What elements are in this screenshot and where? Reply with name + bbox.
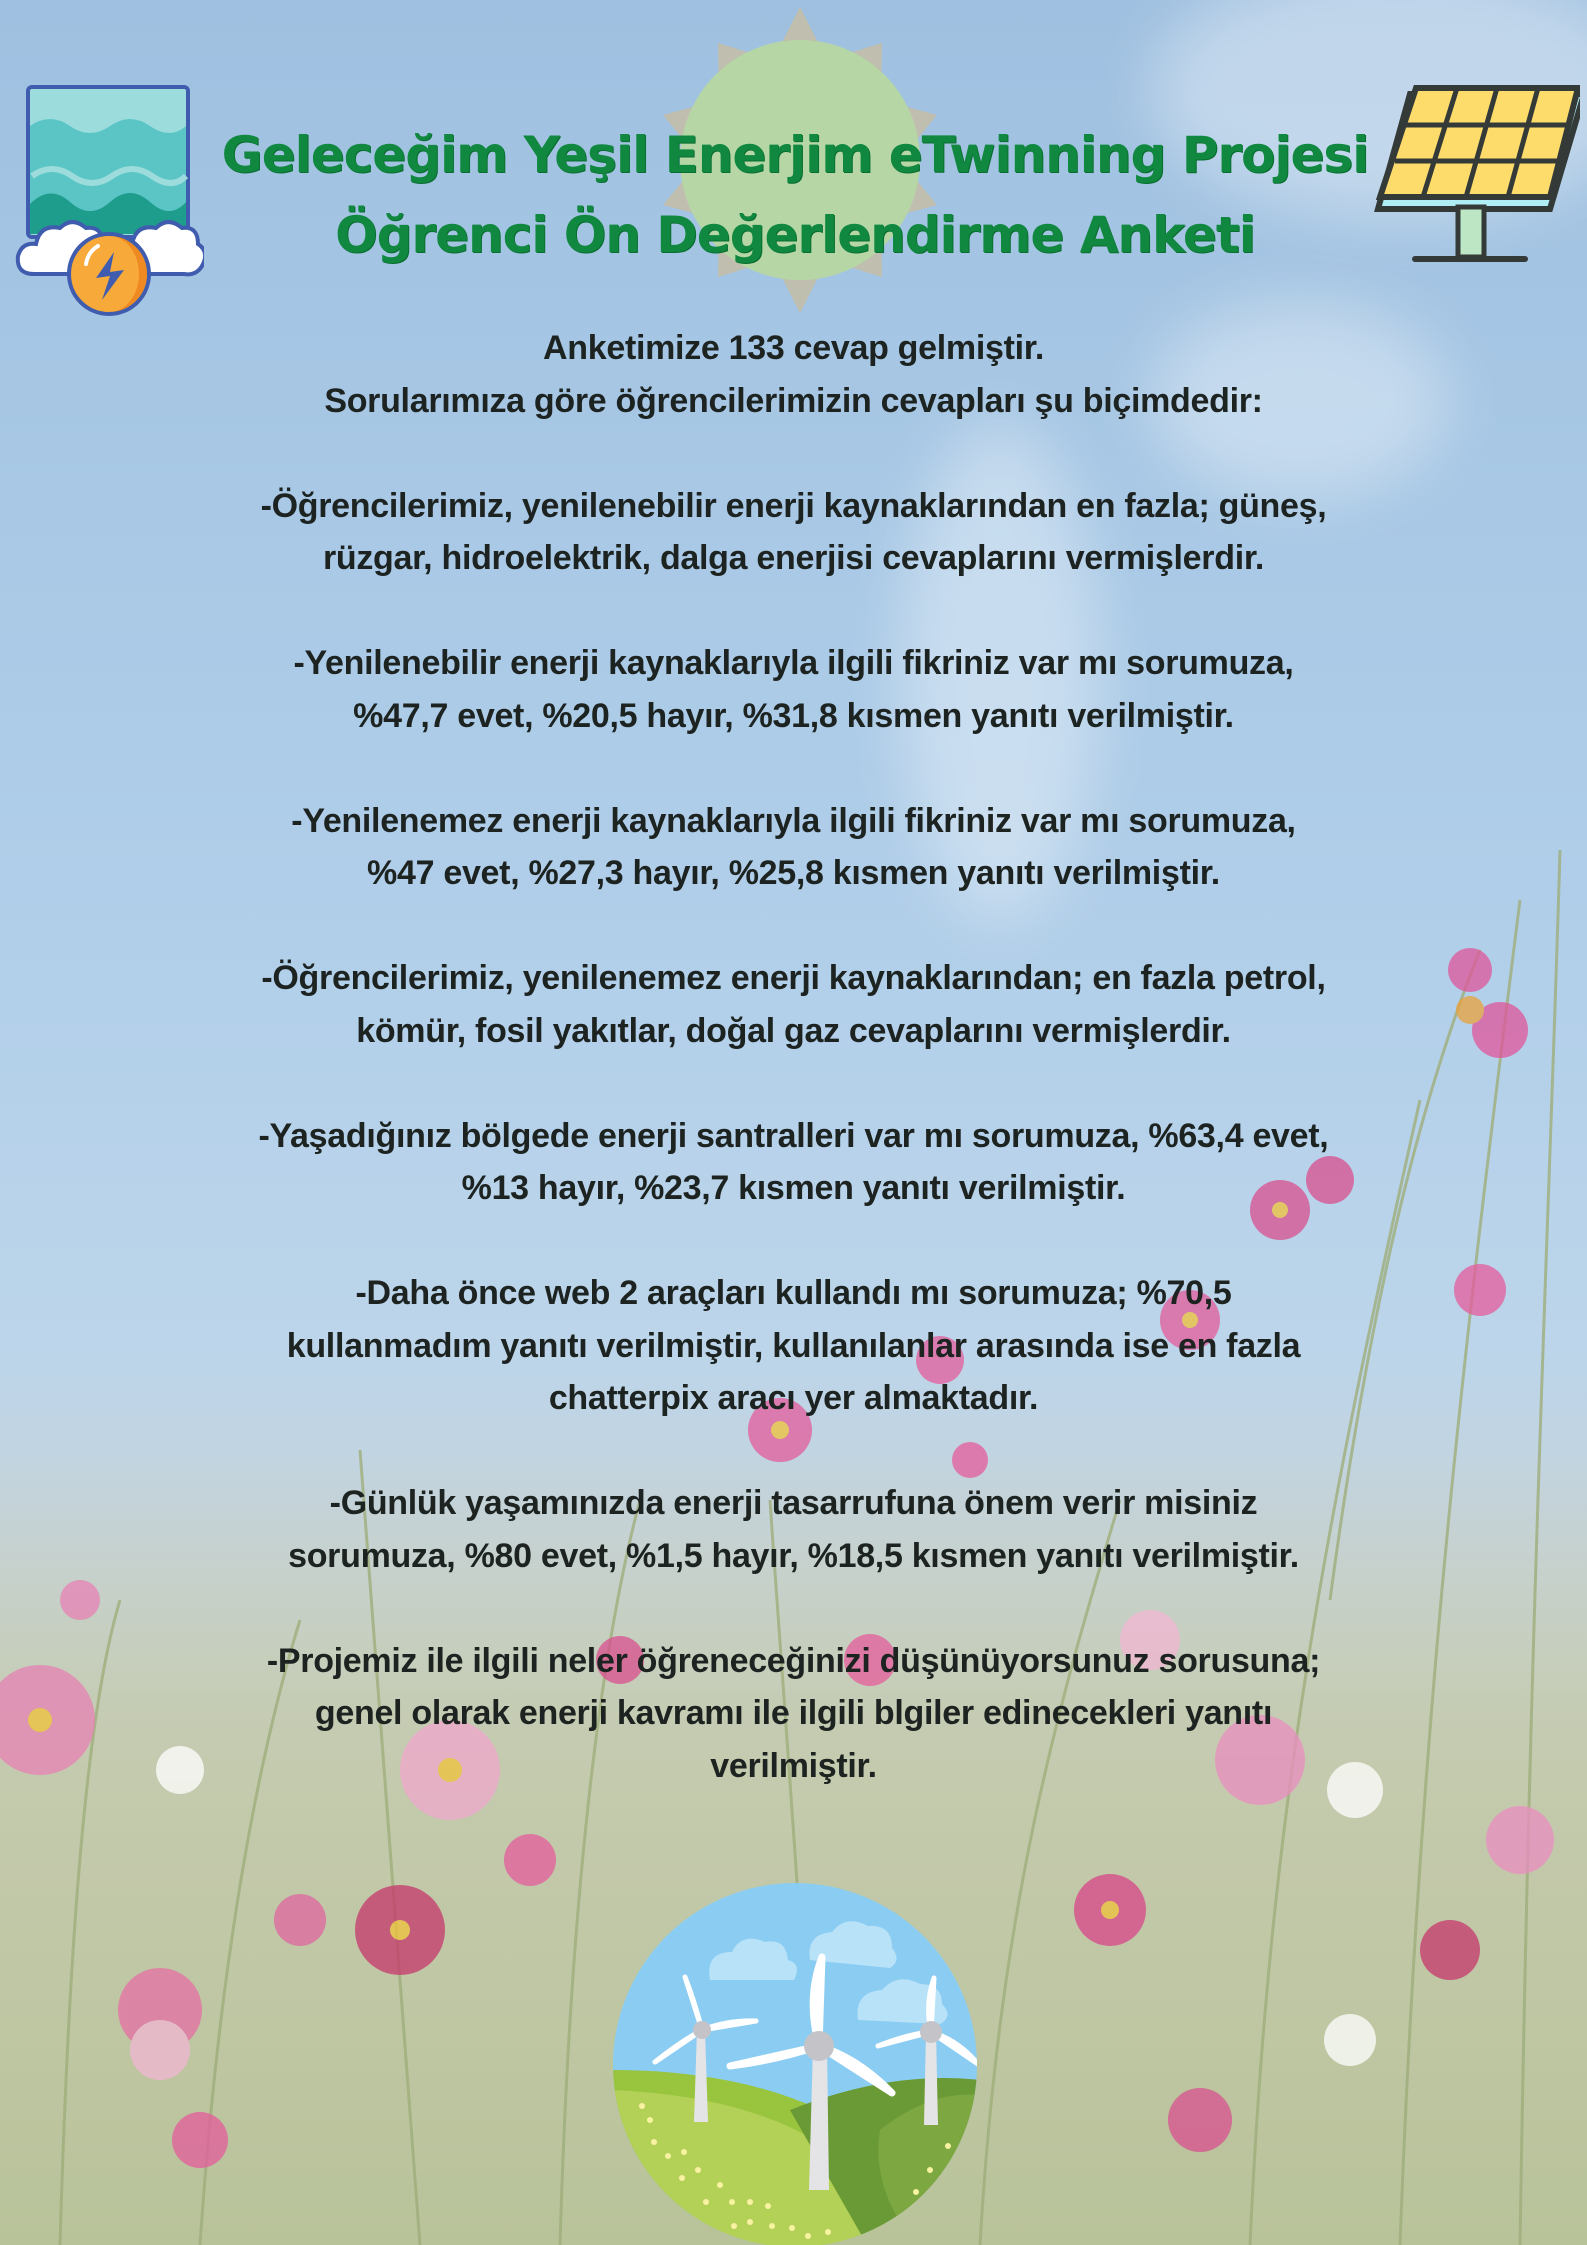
finding-nonrenewable-sources	[140, 952, 1447, 1057]
solar-panel-icon	[1370, 85, 1580, 270]
response-count-line: Anketimize 133 cevap gelmiştir.	[543, 329, 1044, 367]
finding-nonrenewable-knowledge	[140, 795, 1447, 900]
title-line-2: Öğrenci Ön Değerlendirme Anketi	[335, 206, 1255, 264]
page-title	[200, 115, 1390, 275]
finding-line: -Öğrencilerimiz, yenilenebilir enerji kaynaklarından en fazla; güneş,	[260, 486, 1327, 525]
finding-line: -Projemiz ile ilgili neler öğreneceğinizi düşünüyorsunuz sorusuna;	[266, 1641, 1321, 1680]
intro-line: Sorularımıza göre öğrencilerimizin cevapları şu biçimdedir:	[324, 381, 1263, 420]
finding-line: genel olarak enerji kavramı ile ilgili blgiler edinecekleri yanıtı	[314, 1694, 1273, 1732]
title-line-1: Geleceğim Yeşil Enerjim eTwinning Projesi	[221, 126, 1369, 184]
finding-line: %47 evet, %27,3 hayır, %25,8 kısmen yanıtı verilmiştir.	[367, 854, 1220, 892]
finding-line: sorumuza, %80 evet, %1,5 hayır, %18,5 kısmen yanıtı verilmiştir.	[288, 1536, 1299, 1575]
intro-paragraph	[140, 322, 1447, 427]
water-wave-energy-icon	[14, 84, 204, 324]
survey-summary	[140, 322, 1447, 1845]
finding-line: %47,7 evet, %20,5 hayır, %31,8 kısmen yanıtı verilmiştir.	[353, 696, 1234, 735]
finding-line: verilmiştir.	[710, 1746, 877, 1785]
finding-renewable-sources	[140, 480, 1447, 585]
finding-line: %13 hayır, %23,7 kısmen yanıtı verilmiştir.	[461, 1169, 1126, 1207]
finding-line: -Öğrencilerimiz, yenilenemez enerji kaynaklarından; en fazla petrol,	[261, 959, 1326, 997]
finding-web2-tools	[140, 1267, 1447, 1425]
finding-power-plants	[140, 1110, 1447, 1215]
finding-project-expectations	[140, 1635, 1447, 1793]
finding-line: -Yaşadığınız bölgede enerji santralleri var mı sorumuza, %63,4 evet,	[258, 1116, 1329, 1155]
finding-line: -Günlük yaşamınızda enerji tasarrufuna önem verir misiniz	[329, 1484, 1258, 1522]
finding-line: -Yenilenebilir enerji kaynaklarıyla ilgili fikriniz var mı sorumuza,	[293, 644, 1294, 682]
finding-renewable-knowledge	[140, 637, 1447, 742]
finding-energy-saving	[140, 1477, 1447, 1582]
finding-line: kömür, fosil yakıtlar, doğal gaz cevaplarını vermişlerdir.	[356, 1011, 1231, 1050]
finding-line: kullanmadım yanıtı verilmiştir, kullanılanlar arasında ise en fazla	[286, 1326, 1301, 1365]
finding-line: rüzgar, hidroelektrik, dalga enerjisi cevaplarını vermişlerdir.	[322, 539, 1265, 577]
finding-line: -Daha önce web 2 araçları kullandı mı sorumuza; %70,5	[355, 1274, 1232, 1312]
finding-line: -Yenilenemez enerji kaynaklarıyla ilgili fikriniz var mı sorumuza,	[291, 801, 1296, 840]
finding-line: chatterpix aracı yer almaktadır.	[548, 1379, 1039, 1417]
wind-turbines-icon	[610, 1880, 980, 2245]
